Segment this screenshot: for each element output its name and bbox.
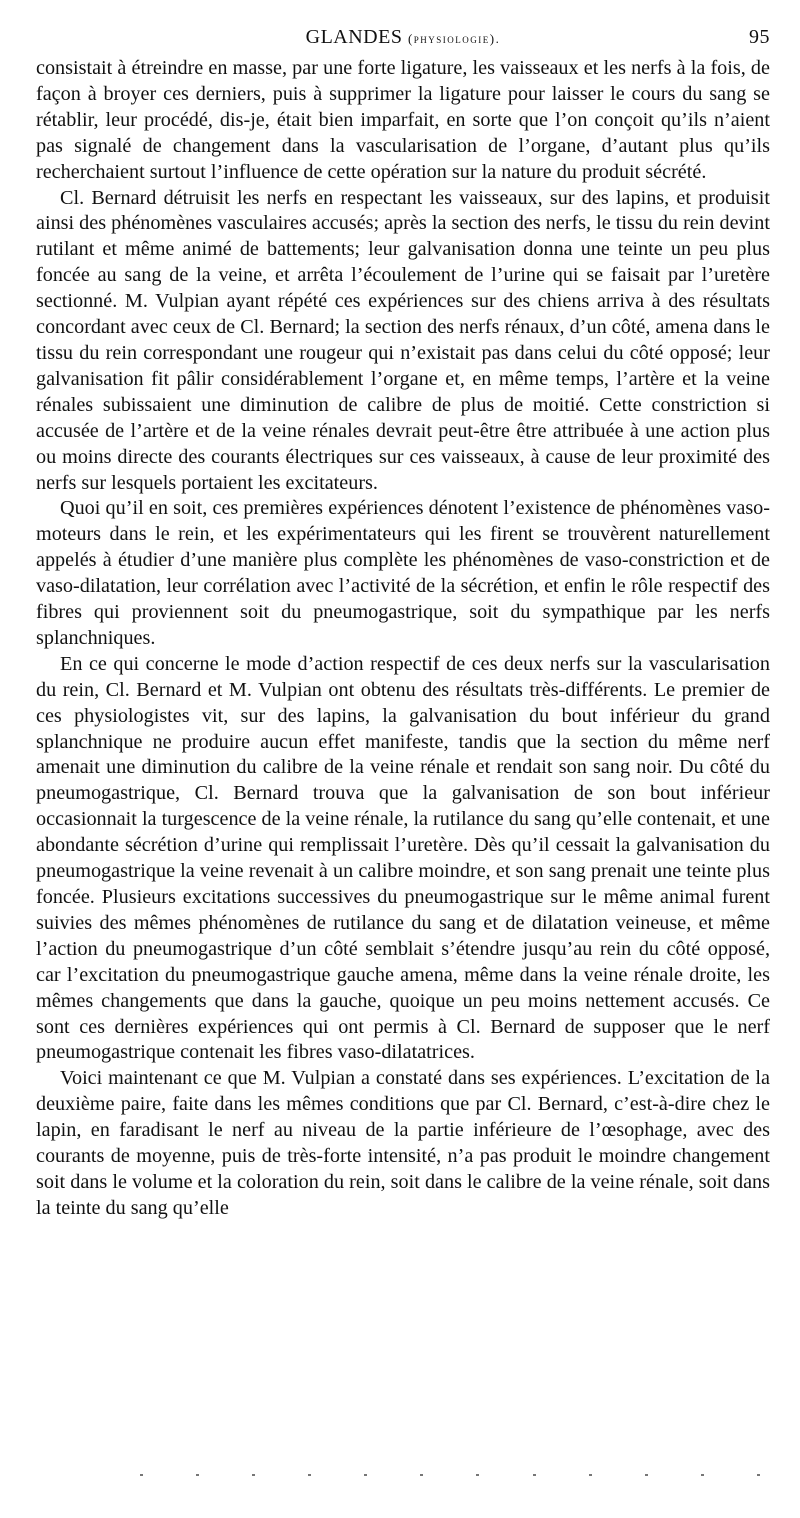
paragraph-bernard-experiments: Cl. Bernard détruisit les nerfs en respectant les vaisseaux, sur des lapins, et produisit ainsi des phénomènes vasculaires accusés; après la section des nerfs, le tissu du rein devint rutilant et même animé de battements; leur galvanisation donna une teinte un peu plus foncée au sang de la veine, et arrêta l’écoulement de l’urine qui se faisait par l’uretère sectionné. M. Vulpian ayant répété ces expériences sur des chiens arriva à des résultats concordant avec ceux de Cl. Bernard; la section des nerfs rénaux, d’un côté, amena dans le tissu du rein correspondant une rougeur qui n’existait pas dans celui du côté opposé; leur galvanisation fit pâlir considérablement l’organe et, en même temps, l’artère et la veine rénales subissaient une diminution de calibre de plus de moitié. Cette constriction si accusée de l’artère et de la veine rénales devrait peut-être être attribuée à une action plus ou moins directe des courants électriques sur ces vaisseaux, à cause de leur proximité des nerfs sur lesquels portaient les excitateurs.	[36, 186, 770, 494]
dot-mark	[252, 1474, 255, 1476]
running-title	[36, 26, 770, 49]
paragraph-vasomotor-phenomena: Quoi qu’il en soit, ces premières expériences dénotent l’existence de phénomènes vaso-moteurs dans le rein, et les expérimentateurs qui les firent se trouvèrent naturellement appelés à étudier d’une manière plus complète les phénomènes de vaso-constriction et de vaso-dilatation, leur corrélation avec l’activité de la sécrétion, et enfin le rôle respectif des fibres qui proviennent soit du pneumogastrique, soit du sympathique par les nerfs splanchniques.	[36, 497, 770, 649]
dot-mark	[476, 1474, 479, 1476]
dot-mark	[364, 1474, 367, 1476]
dot-mark	[420, 1474, 423, 1476]
paragraph-continued: consistait à étreindre en masse, par une forte ligature, les vaisseaux et les nerfs à la fois, de façon à broyer ces derniers, puis à supprimer la ligature pour laisser le cours du sang se rétablir, leur procédé, dis-je, était bien imparfait, en sorte que l’on conçoit qu’ils n’aient pas signalé de changement dans la vascularisation de l’organe, d’autant plus qu’ils recherchaient surtout l’influence de cette opération sur la nature du produit sécrété.	[36, 57, 770, 183]
paragraph-splanchnic-pneumogastric: En ce qui concerne le mode d’action respectif de ces deux nerfs sur la vascularisation du rein, Cl. Bernard et M. Vulpian ont obtenu des résultats très-différents. Le premier de ces physiologistes vit, sur des lapins, la galvanisation du bout inférieur du grand splanchnique ne produire aucun effet manifeste, tandis que la section du même nerf amenait une diminution du calibre de la veine rénale et rendait son sang noir. Du côté du pneumogastrique, Cl. Bernard trouva que la galvanisation de son bout inférieur occasionnait la turgescence de la veine rénale, la rutilance du sang qu’elle contenait, et une abondante sécrétion d’urine qui remplissait l’uretère. Dès qu’il cessait la galvanisation du pneumogastrique la veine revenait à un calibre moindre, et son sang prenait une teinte plus foncée. Plusieurs excitations successives du pneumogastrique sur le même animal furent suivies des mêmes phénomènes de rutilance du sang et de dilatation veineuse, et même l’action du pneumogastrique d’un côté semblait s’étendre jusqu’au rein du côté opposé, car l’excitation du pneumogastrique gauche amena, même dans la veine rénale droite, les mêmes changements que dans la gauche, quoique un peu moins nettement accusés. Ce sont ces dernières expériences qui ont permis à Cl. Bernard de supposer que le nerf pneumogastrique contenait les fibres vaso-dilatatrices.	[36, 652, 770, 1064]
dot-mark	[645, 1474, 648, 1476]
paragraph-vulpian-findings: Voici maintenant ce que M. Vulpian a constaté dans ses expériences. L’excitation de la deuxième paire, faite dans les mêmes conditions que par Cl. Bernard, c’est-à-dire chez le lapin, en faradisant le nerf au niveau de la partie inférieure de l’œsophage, avec des courants de moyenne, puis de très-forte intensité, n’a pas produit le moindre changement soit dans le volume et la coloration du rein, soit dans le calibre de la veine rénale, soit dans la teinte du sang qu’elle	[36, 1067, 770, 1219]
dot-mark	[589, 1474, 592, 1476]
dot-mark	[196, 1474, 199, 1476]
running-title-main: GLANDES	[305, 26, 403, 48]
dot-mark	[701, 1474, 704, 1476]
dot-mark	[308, 1474, 311, 1476]
body-text	[36, 56, 770, 1222]
dot-mark	[757, 1474, 760, 1476]
running-title-subtitle: (physiologie).	[407, 31, 501, 46]
dot-mark	[140, 1474, 143, 1476]
running-head	[36, 26, 770, 56]
page-number: 95	[749, 26, 770, 48]
dot-mark	[533, 1474, 536, 1476]
bleed-through-dots	[140, 1474, 760, 1480]
